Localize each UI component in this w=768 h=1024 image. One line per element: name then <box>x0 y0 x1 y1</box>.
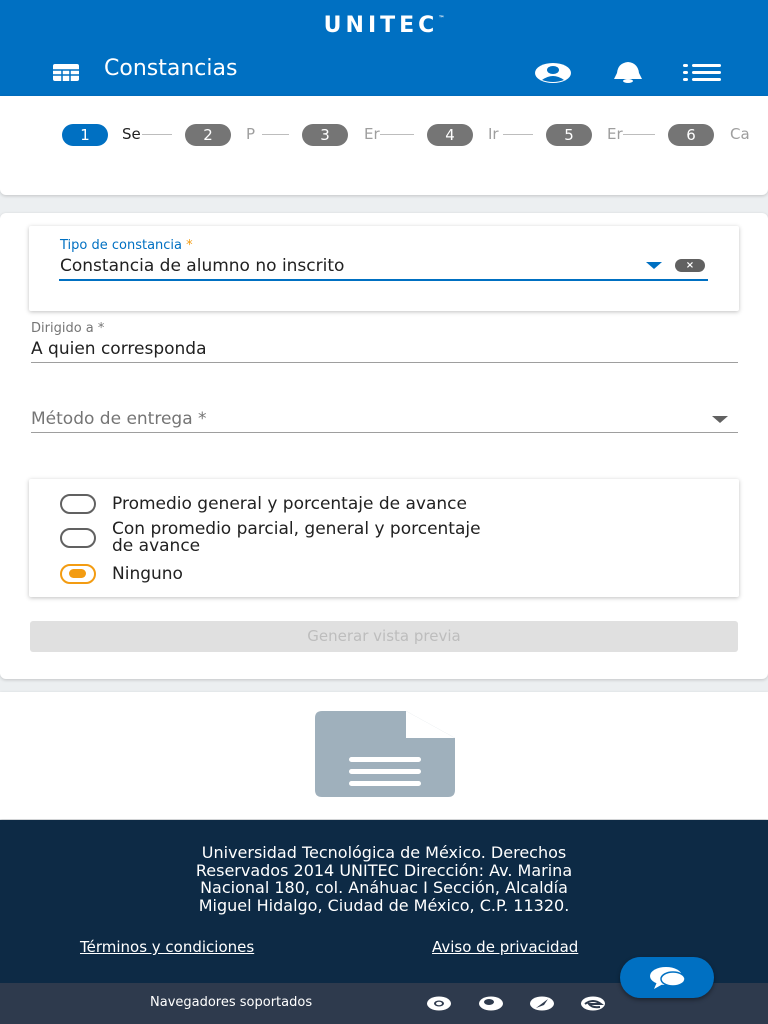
radio-label: Con promedio parcial, general y porcentaje <box>112 519 481 539</box>
radio-ninguno[interactable] <box>60 564 96 584</box>
brand-logo: UNITEC™ <box>323 13 445 38</box>
step-connector <box>142 134 172 135</box>
step-1-label: Se <box>122 125 141 143</box>
step-4-badge[interactable]: 4 <box>427 124 473 146</box>
terminos-link[interactable]: Términos y condiciones <box>80 938 255 956</box>
chevron-down-icon[interactable] <box>646 262 662 269</box>
dirigido-input[interactable]: A quien corresponda <box>31 339 207 359</box>
radio-promedio-general[interactable] <box>60 494 96 514</box>
generar-vista-previa-button[interactable]: Generar vista previa <box>30 621 738 652</box>
step-4-label: Ir <box>488 125 499 143</box>
dirigido-label: Dirigido a * <box>31 321 105 336</box>
app-header <box>0 0 768 96</box>
chat-icon <box>649 966 687 990</box>
table-icon[interactable] <box>53 64 79 81</box>
step-5-label: Er <box>607 125 623 143</box>
stepper-card <box>0 96 768 195</box>
step-2-label: P <box>246 125 256 143</box>
firefox-icon <box>478 996 504 1011</box>
step-connector <box>503 134 533 135</box>
step-connector <box>262 134 289 135</box>
edge-icon <box>580 996 606 1011</box>
page-title: Constancias <box>104 56 238 81</box>
step-6-label: Ca <box>730 125 750 143</box>
chat-button[interactable] <box>620 957 714 998</box>
radio-label: Promedio general y porcentaje de avance <box>112 494 467 514</box>
chrome-icon <box>426 996 452 1011</box>
radio-label-cont: de avance <box>112 536 201 556</box>
radio-label: Ninguno <box>112 564 183 584</box>
tipo-constancia-underline <box>59 279 708 281</box>
list-icon[interactable] <box>683 64 721 82</box>
document-icon <box>314 710 456 798</box>
metodo-underline <box>31 432 738 433</box>
step-5-badge[interactable]: 5 <box>546 124 592 146</box>
radio-promedio-parcial[interactable] <box>60 528 96 548</box>
metodo-entrega-select[interactable]: Método de entrega * <box>31 409 207 429</box>
dirigido-underline <box>31 362 738 363</box>
user-icon[interactable] <box>535 63 571 83</box>
clear-icon[interactable]: × <box>675 259 705 272</box>
chevron-down-icon[interactable] <box>712 416 728 423</box>
step-1-badge[interactable]: 1 <box>62 124 108 146</box>
safari-icon <box>529 996 555 1011</box>
tipo-constancia-value[interactable]: Constancia de alumno no inscrito <box>60 256 345 276</box>
footer-address: Universidad Tecnológica de México. Derechos Reservados 2014 UNITEC Dirección: Av. Marina Nacional 180, col. Anáhuac I Sección, Alcaldía Miguel Hidalgo, Ciudad de México, C.P. 11320. <box>195 843 573 915</box>
step-connector <box>623 134 655 135</box>
bell-icon[interactable] <box>612 61 644 83</box>
step-3-label: Er <box>364 125 380 143</box>
step-6-badge[interactable]: 6 <box>668 124 714 146</box>
step-2-badge[interactable]: 2 <box>185 124 231 146</box>
tipo-constancia-label: Tipo de constancia * <box>60 238 193 253</box>
browsers-label: Navegadores soportados <box>150 995 313 1010</box>
privacidad-link[interactable]: Aviso de privacidad <box>432 938 579 956</box>
step-connector <box>380 134 414 135</box>
step-3-badge[interactable]: 3 <box>302 124 348 146</box>
